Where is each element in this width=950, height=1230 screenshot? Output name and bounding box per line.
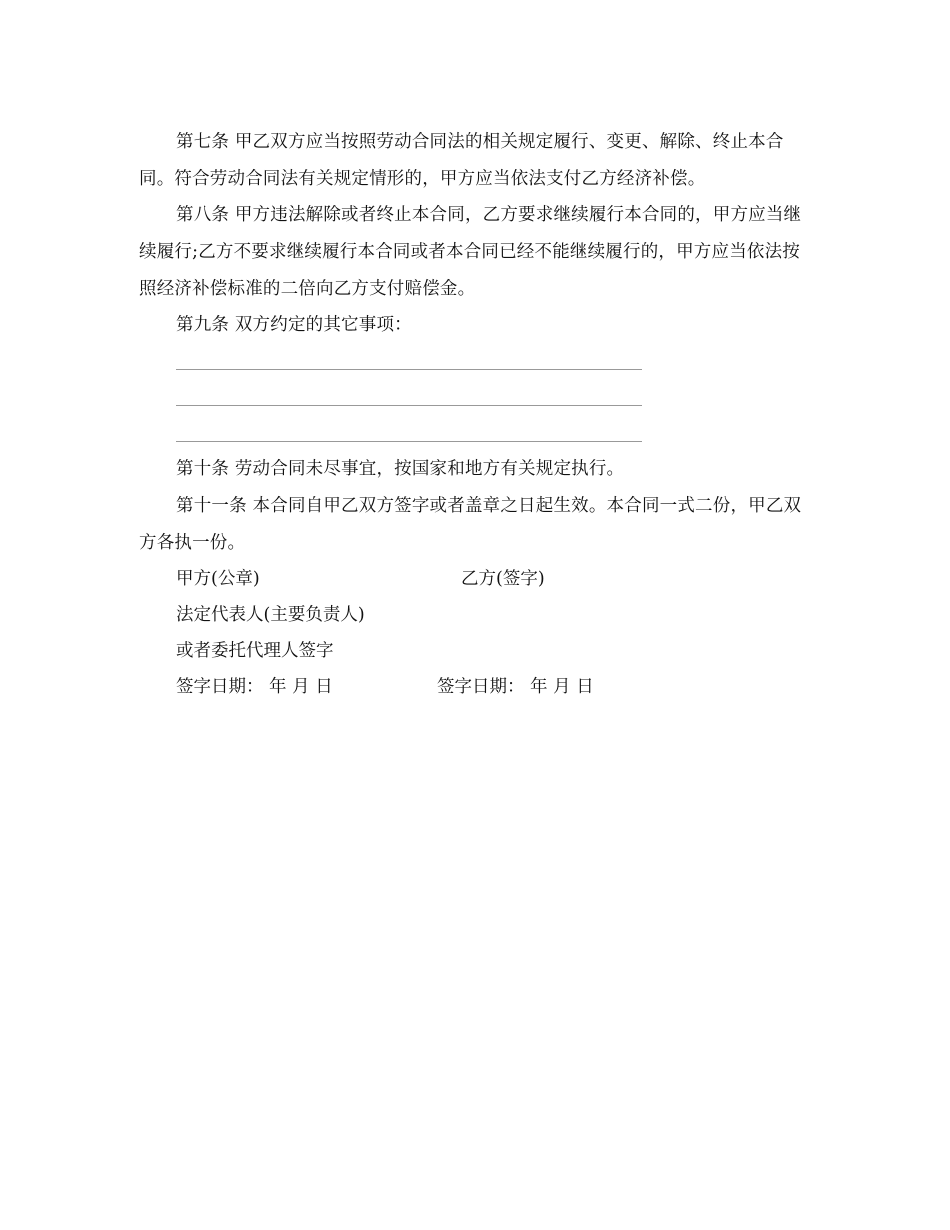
article-11: 第十一条 本合同自甲乙双方签字或者盖章之日起生效。本合同一式二份，甲乙双方各执一份。 bbox=[139, 496, 802, 553]
article-8: 第八条 甲方违法解除或者终止本合同，乙方要求继续履行本合同的，甲方应当继续履行;乙方不要求继续履行本合同或者本合同已经不能继续履行的，甲方应当依法按照经济补偿标准的二倍向乙方支付赔偿金。 bbox=[139, 205, 802, 299]
blank-line-3 bbox=[176, 441, 642, 442]
party-a-sign-date: 签字日期： 年 月 日 bbox=[176, 677, 333, 697]
party-a-seal-label: 甲方(公章) bbox=[176, 569, 260, 589]
party-b-sign-date: 签字日期： 年 月 日 bbox=[437, 677, 594, 697]
blank-line-2 bbox=[176, 405, 642, 406]
party-b-sign-label: 乙方(签字) bbox=[461, 569, 545, 589]
authorized-agent-label: 或者委托代理人签字 bbox=[176, 641, 334, 661]
article-9: 第九条 双方约定的其它事项： bbox=[176, 315, 412, 335]
article-7: 第七条 甲乙双方应当按照劳动合同法的相关规定履行、变更、解除、终止本合同。符合劳动合同法有关规定情形的，甲方应当依法支付乙方经济补偿。 bbox=[139, 132, 784, 189]
legal-representative-label: 法定代表人(主要负责人) bbox=[176, 605, 365, 625]
blank-line-1 bbox=[176, 369, 642, 370]
article-10: 第十条 劳动合同未尽事宜，按国家和地方有关规定执行。 bbox=[176, 459, 625, 479]
